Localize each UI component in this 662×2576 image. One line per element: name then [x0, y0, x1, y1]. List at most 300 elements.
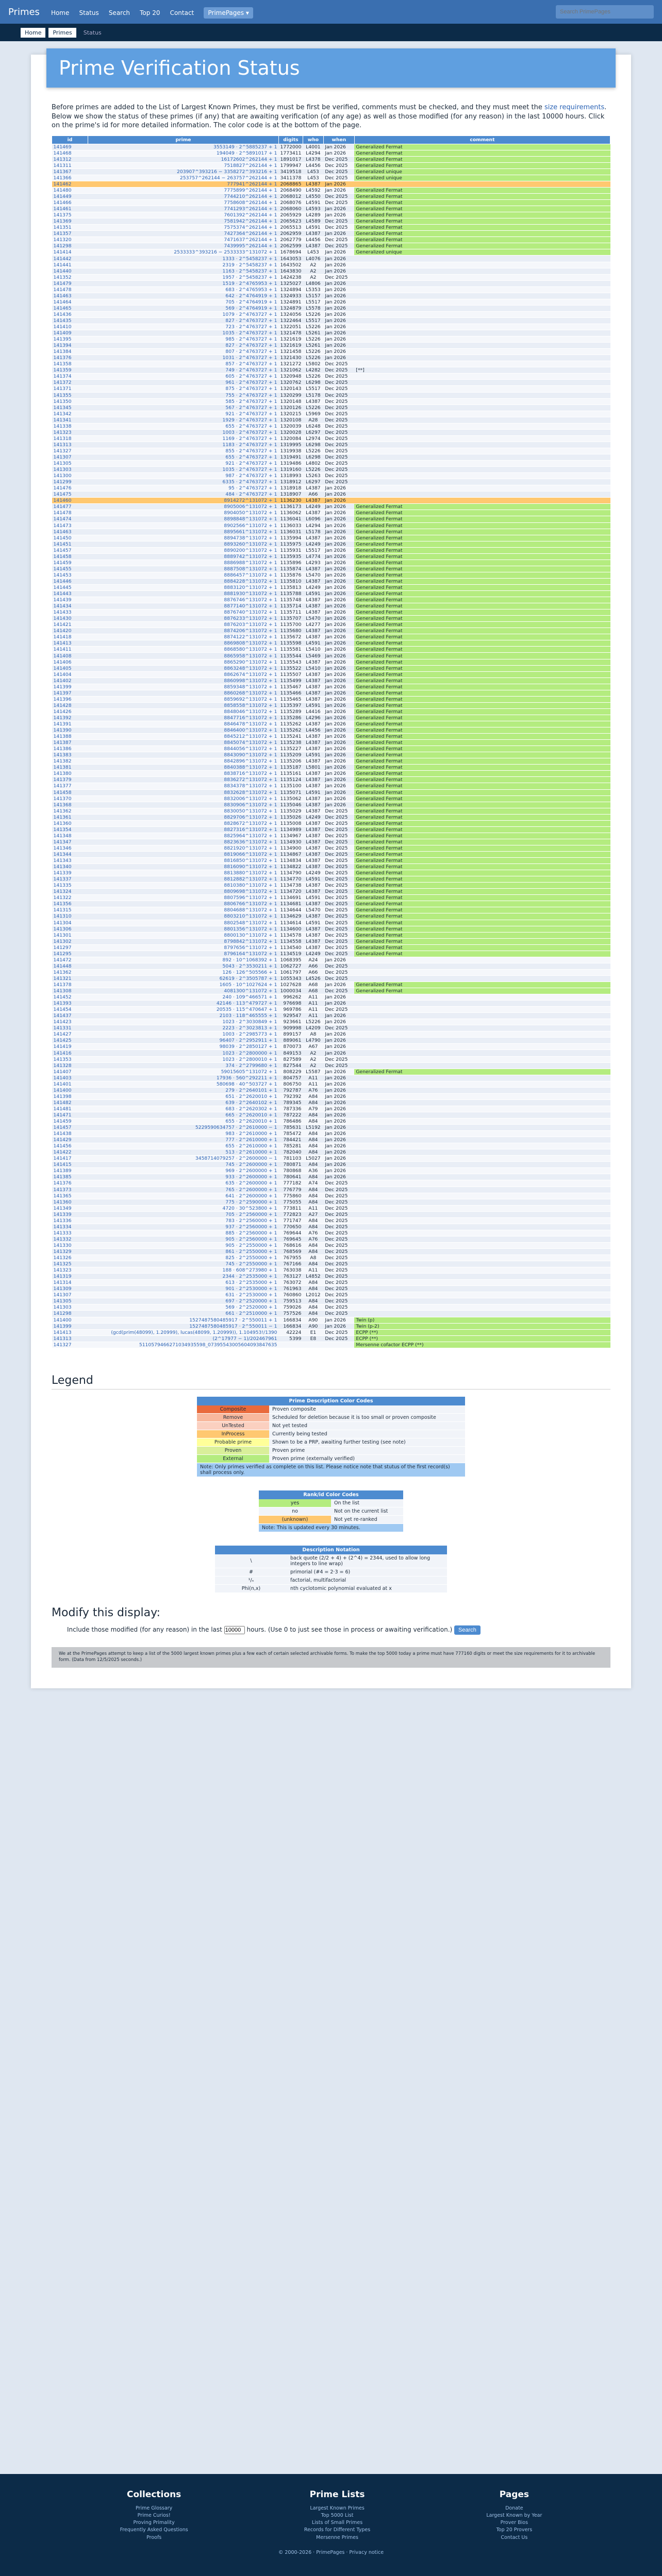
search-button[interactable]: Search [454, 1625, 481, 1635]
row-id-link[interactable]: 141464 [52, 299, 88, 305]
row-prime[interactable]: 3458714079257 · 2^2600000 − 1 [88, 1156, 279, 1162]
row-id-link[interactable]: 141337 [52, 876, 88, 883]
row-who[interactable]: L4387 [303, 243, 323, 249]
row-id-link[interactable]: 141389 [52, 1168, 88, 1174]
row-prime[interactable]: 188 · 608^273980 + 1 [88, 1267, 279, 1274]
row-prime[interactable]: 8830906^131072 + 1 [88, 802, 279, 808]
row-who[interactable]: L4456 [303, 727, 323, 734]
row-id-link[interactable]: 141327 [52, 1342, 88, 1348]
row-id-link[interactable]: 141387 [52, 740, 88, 746]
row-prime[interactable]: 8898848^131072 + 1 [88, 516, 279, 522]
row-who[interactable]: A84 [303, 1143, 323, 1149]
row-id-link[interactable]: 141334 [52, 1224, 88, 1230]
row-who[interactable]: A8 [303, 1031, 323, 1038]
row-who[interactable]: L5226 [303, 1019, 323, 1025]
row-id-link[interactable]: 141315 [52, 907, 88, 913]
row-who[interactable]: L5470 [303, 572, 323, 578]
nav-contact[interactable]: Contact [170, 9, 194, 16]
row-prime[interactable]: 8848046^131072 + 1 [88, 708, 279, 715]
row-who[interactable]: L4591 [303, 789, 323, 795]
hours-input[interactable] [224, 1626, 245, 1634]
row-id-link[interactable]: 141310 [52, 913, 88, 920]
row-prime[interactable]: 8812882^131072 + 1 [88, 876, 279, 883]
row-who[interactable]: L5353 [303, 286, 323, 293]
row-who[interactable]: A90 [303, 1323, 323, 1329]
footer-link[interactable]: Largest Known Primes [310, 2505, 365, 2511]
row-id-link[interactable]: 141312 [52, 156, 88, 162]
row-id-link[interactable]: 141375 [52, 212, 88, 218]
row-prime[interactable]: 8893260^131072 + 1 [88, 541, 279, 547]
row-id-link[interactable]: 141301 [52, 932, 88, 938]
row-who[interactable]: L4387 [303, 609, 323, 616]
row-id-link[interactable]: 141419 [52, 1044, 88, 1050]
row-id-link[interactable]: 141413 [52, 640, 88, 647]
row-prime[interactable]: 749 · 2^4763727 + 1 [88, 367, 279, 374]
row-prime[interactable]: 855 · 2^4763727 + 1 [88, 448, 279, 454]
row-prime[interactable]: 8886457^131072 + 1 [88, 572, 279, 578]
row-who[interactable]: L4456 [303, 237, 323, 243]
row-prime[interactable]: 655 · 2^4763727 + 1 [88, 423, 279, 429]
row-prime[interactable]: 253757^262144 − 263757^262144 + 1 [88, 175, 279, 181]
row-who[interactable]: A11 [303, 1267, 323, 1274]
row-prime[interactable]: 7601392^262144 + 1 [88, 212, 279, 218]
row-id-link[interactable]: 141471 [52, 1112, 88, 1118]
row-who[interactable]: L4526 [303, 975, 323, 981]
row-prime[interactable]: 2344 · 2^2535000 + 1 [88, 1274, 279, 1280]
row-id-link[interactable]: 141422 [52, 1149, 88, 1156]
row-who[interactable]: A2 [303, 1056, 323, 1062]
row-who[interactable]: L4249 [303, 584, 323, 590]
row-who[interactable]: L4387 [303, 628, 323, 634]
row-who[interactable]: L4591 [303, 640, 323, 647]
row-who[interactable]: L4387 [303, 938, 323, 944]
row-id-link[interactable]: 141353 [52, 1056, 88, 1062]
row-prime[interactable]: 8834378^131072 + 1 [88, 783, 279, 789]
row-id-link[interactable]: 141391 [52, 721, 88, 727]
row-id-link[interactable]: 141429 [52, 1137, 88, 1143]
row-id-link[interactable]: 141356 [52, 901, 88, 907]
row-prime[interactable]: 665 · 2^2620010 + 1 [88, 1112, 279, 1118]
row-who[interactable]: L4591 [303, 752, 323, 758]
row-id-link[interactable]: 141328 [52, 1062, 88, 1069]
row-prime[interactable]: 8865958^131072 + 1 [88, 653, 279, 659]
row-id-link[interactable]: 141417 [52, 1156, 88, 1162]
row-prime[interactable]: 203907^393216 − 3358272^393216 + 1 [88, 168, 279, 175]
row-id-link[interactable]: 141366 [52, 175, 88, 181]
row-prime[interactable]: 8876233^131072 + 1 [88, 616, 279, 622]
row-id-link[interactable]: 141474 [52, 516, 88, 522]
row-who[interactable]: L4387 [303, 721, 323, 727]
row-who[interactable]: L5517 [303, 317, 323, 324]
row-id-link[interactable]: 141440 [52, 268, 88, 274]
row-id-link[interactable]: 141414 [52, 249, 88, 256]
row-prime[interactable]: 1031 · 2^4763727 + 1 [88, 355, 279, 361]
row-who[interactable]: E1 [303, 1329, 323, 1335]
row-who[interactable]: A2 [303, 262, 323, 268]
row-prime[interactable]: 16172602^262144 + 1 [88, 156, 279, 162]
row-who[interactable]: L4387 [303, 926, 323, 932]
row-prime[interactable]: (gcd(prim(48099), 1.20999), lucas(48099, 1.20999)), 1.104953!/1390 [88, 1329, 279, 1335]
row-id-link[interactable]: 141311 [52, 162, 88, 168]
row-id-link[interactable]: 141446 [52, 578, 88, 584]
row-who[interactable]: L6298 [303, 442, 323, 448]
row-prime[interactable]: 1163 · 2^5458237 + 1 [88, 268, 279, 274]
row-who[interactable]: L4387 [303, 826, 323, 833]
row-id-link[interactable]: 141365 [52, 1193, 88, 1199]
row-prime[interactable]: 8859692^131072 + 1 [88, 696, 279, 702]
row-prime[interactable]: 8844056^131072 + 1 [88, 746, 279, 752]
row-who[interactable]: L4387 [303, 932, 323, 938]
row-prime[interactable]: 8807596^131072 + 1 [88, 895, 279, 901]
row-prime[interactable]: 8806766^131072 + 1 [88, 901, 279, 907]
footer-link[interactable]: Largest Known by Year [486, 2512, 542, 2518]
row-prime[interactable]: 8800130^131072 + 1 [88, 932, 279, 938]
row-who[interactable]: L2974 [303, 435, 323, 442]
row-id-link[interactable]: 141360 [52, 1199, 88, 1205]
row-who[interactable]: A76 [303, 1087, 323, 1093]
row-who[interactable]: L4387 [303, 771, 323, 777]
row-who[interactable]: A11 [303, 1081, 323, 1087]
row-prime[interactable]: 807 · 2^4763727 + 1 [88, 349, 279, 355]
row-prime[interactable]: 8859348^131072 + 1 [88, 684, 279, 690]
row-id-link[interactable]: 141382 [52, 758, 88, 765]
row-id-link[interactable]: 141410 [52, 324, 88, 330]
row-prime[interactable]: 885 · 2^2560000 + 1 [88, 1230, 279, 1236]
row-who[interactable]: L4249 [303, 541, 323, 547]
row-who[interactable]: A84 [303, 1118, 323, 1125]
row-who[interactable]: L4591 [303, 702, 323, 708]
row-prime[interactable]: 825 · 2^2550000 + 1 [88, 1255, 279, 1261]
row-id-link[interactable]: 141307 [52, 454, 88, 460]
row-who[interactable]: L5517 [303, 299, 323, 305]
row-prime[interactable]: 921 · 2^4763727 + 1 [88, 461, 279, 467]
row-id-link[interactable]: 141443 [52, 591, 88, 597]
row-who[interactable]: L4387 [303, 889, 323, 895]
row-prime[interactable]: 8819066^131072 + 1 [88, 851, 279, 857]
row-prime[interactable]: 8869808^131072 + 1 [88, 640, 279, 647]
row-who[interactable]: L4378 [303, 156, 323, 162]
row-who[interactable]: L4387 [303, 913, 323, 920]
row-id-link[interactable]: 141481 [52, 1106, 88, 1112]
row-who[interactable]: A84 [303, 1162, 323, 1168]
row-id-link[interactable]: 141482 [52, 1099, 88, 1106]
row-id-link[interactable]: 141348 [52, 833, 88, 839]
row-prime[interactable]: 8797656^131072 + 1 [88, 944, 279, 951]
row-who[interactable]: L5178 [303, 392, 323, 398]
row-prime[interactable]: 635 · 2^2600000 + 1 [88, 1180, 279, 1187]
footer-link[interactable]: Proving Primality [133, 2520, 175, 2526]
row-id-link[interactable]: 141341 [52, 417, 88, 423]
row-id-link[interactable]: 141421 [52, 622, 88, 628]
row-who[interactable]: L5801 [303, 765, 323, 771]
nav-status[interactable]: Status [79, 9, 99, 16]
footer-link[interactable]: Prime Glossary [136, 2505, 173, 2511]
row-id-link[interactable]: 141379 [52, 777, 88, 783]
row-id-link[interactable]: 141370 [52, 795, 88, 802]
row-prime[interactable]: 901 · 2^2530000 + 1 [88, 1286, 279, 1292]
row-id-link[interactable]: 141457 [52, 547, 88, 553]
row-who[interactable]: L4387 [303, 864, 323, 870]
row-id-link[interactable]: 141313 [52, 1335, 88, 1342]
row-who[interactable]: L6248 [303, 423, 323, 429]
row-prime[interactable]: 8874122^131072 + 1 [88, 634, 279, 640]
row-who[interactable]: A67 [303, 1044, 323, 1050]
row-prime[interactable]: 8877140^131072 + 1 [88, 603, 279, 609]
row-who[interactable]: L4282 [303, 367, 323, 374]
row-prime[interactable]: 7471637^262144 + 1 [88, 237, 279, 243]
row-id-link[interactable]: 141367 [52, 168, 88, 175]
row-who[interactable]: L5027 [303, 1156, 323, 1162]
row-who[interactable]: L4416 [303, 708, 323, 715]
row-id-link[interactable]: 141461 [52, 206, 88, 212]
row-id-link[interactable]: 141307 [52, 1292, 88, 1298]
row-id-link[interactable]: 141428 [52, 702, 88, 708]
row-id-link[interactable]: 141343 [52, 858, 88, 864]
row-prime[interactable]: 8860268^131072 + 1 [88, 690, 279, 696]
row-prime[interactable]: 1183 · 2^4763727 + 1 [88, 442, 279, 448]
row-id-link[interactable]: 141374 [52, 374, 88, 380]
row-id-link[interactable]: 141449 [52, 194, 88, 200]
row-who[interactable]: L5226 [303, 355, 323, 361]
row-who[interactable]: L6298 [303, 380, 323, 386]
row-id-link[interactable]: 141321 [52, 975, 88, 981]
row-who[interactable]: L5517 [303, 386, 323, 392]
row-prime[interactable]: 697 · 2^2520000 + 1 [88, 1298, 279, 1304]
row-prime[interactable]: 59015605^131072 + 1 [88, 1069, 279, 1075]
row-prime[interactable]: 8863248^131072 + 1 [88, 665, 279, 671]
row-id-link[interactable]: 141306 [52, 926, 88, 932]
row-id-link[interactable]: 141437 [52, 1013, 88, 1019]
row-prime[interactable]: 8828672^131072 + 1 [88, 820, 279, 826]
row-prime[interactable]: 755 · 2^4763727 + 1 [88, 392, 279, 398]
row-id-link[interactable]: 141413 [52, 1329, 88, 1335]
row-who[interactable]: L4774 [303, 553, 323, 560]
row-who[interactable]: L4387 [303, 181, 323, 187]
row-who[interactable]: L4550 [303, 194, 323, 200]
row-id-link[interactable]: 141472 [52, 957, 88, 963]
row-id-link[interactable]: 141475 [52, 492, 88, 498]
row-id-link[interactable]: 141303 [52, 1304, 88, 1311]
row-prime[interactable]: 8836272^131072 + 1 [88, 777, 279, 783]
row-id-link[interactable]: 141373 [52, 1187, 88, 1193]
row-id-link[interactable]: 141358 [52, 361, 88, 367]
row-prime[interactable]: 1527487580485917 · 2^550011 + 1 [88, 1317, 279, 1323]
row-who[interactable]: L5517 [303, 547, 323, 553]
row-prime[interactable]: 7775899^262144 + 1 [88, 187, 279, 193]
row-who[interactable]: L4294 [303, 150, 323, 156]
row-who[interactable]: L4387 [303, 833, 323, 839]
row-who[interactable]: L4387 [303, 740, 323, 746]
row-prime[interactable]: 279 · 2^2640101 + 1 [88, 1087, 279, 1093]
row-prime[interactable]: 783 · 2^2560000 + 1 [88, 1217, 279, 1224]
row-prime[interactable]: 1023 · 2^2800000 + 1 [88, 1050, 279, 1056]
row-who[interactable]: L4387 [303, 746, 323, 752]
footer-link[interactable]: Prover Bios [500, 2520, 528, 2526]
row-id-link[interactable]: 141456 [52, 1143, 88, 1149]
row-prime[interactable]: 567 · 2^4763727 + 1 [88, 404, 279, 411]
row-id-link[interactable]: 141299 [52, 479, 88, 485]
row-id-link[interactable]: 141452 [52, 994, 88, 1001]
row-prime[interactable]: 6335 · 2^4763727 + 1 [88, 479, 279, 485]
row-prime[interactable]: 7575374^262144 + 1 [88, 225, 279, 231]
row-prime[interactable]: 8865290^131072 + 1 [88, 659, 279, 665]
row-id-link[interactable]: 141408 [52, 653, 88, 659]
row-prime[interactable]: 705 · 2^2560000 + 1 [88, 1211, 279, 1217]
row-prime[interactable]: 8840388^131072 + 1 [88, 765, 279, 771]
row-prime[interactable]: 8876203^131072 + 1 [88, 622, 279, 628]
row-id-link[interactable]: 141378 [52, 981, 88, 988]
row-who[interactable]: A11 [303, 994, 323, 1001]
nav-home[interactable]: Home [51, 9, 70, 16]
row-id-link[interactable]: 141369 [52, 218, 88, 225]
row-who[interactable]: A28 [303, 417, 323, 423]
row-id-link[interactable]: 141329 [52, 1248, 88, 1255]
row-who[interactable]: L4001 [303, 144, 323, 150]
row-id-link[interactable]: 141454 [52, 1007, 88, 1013]
row-id-link[interactable]: 141362 [52, 808, 88, 814]
row-who[interactable]: L4387 [303, 510, 323, 516]
row-prime[interactable]: 8827316^131072 + 1 [88, 826, 279, 833]
row-prime[interactable]: 7741293^262144 + 1 [88, 206, 279, 212]
row-who[interactable]: A27 [303, 1211, 323, 1217]
row-who[interactable]: L4387 [303, 634, 323, 640]
row-prime[interactable]: 827 · 2^4763727 + 1 [88, 343, 279, 349]
row-prime[interactable]: 62619 · 2^3505787 + 1 [88, 975, 279, 981]
row-id-link[interactable]: 141330 [52, 1242, 88, 1248]
row-prime[interactable]: (2^17977 − 1)/202467961 [88, 1335, 279, 1342]
row-prime[interactable]: 484 · 2^4763727 + 1 [88, 492, 279, 498]
col-when[interactable]: when [323, 135, 354, 144]
row-id-link[interactable]: 141313 [52, 442, 88, 448]
row-id-link[interactable]: 141435 [52, 317, 88, 324]
row-id-link[interactable]: 141415 [52, 1162, 88, 1168]
row-prime[interactable]: 8832006^131072 + 1 [88, 795, 279, 802]
row-prime[interactable]: 8846400^131072 + 1 [88, 727, 279, 734]
row-who[interactable]: L4387 [303, 802, 323, 808]
row-prime[interactable]: 8876740^131072 + 1 [88, 609, 279, 616]
row-who[interactable]: L4209 [303, 1025, 323, 1031]
row-who[interactable]: L4387 [303, 498, 323, 504]
row-who[interactable]: L4790 [303, 1038, 323, 1044]
row-prime[interactable]: 1023 · 2^2800010 + 1 [88, 1056, 279, 1062]
row-id-link[interactable]: 141297 [52, 944, 88, 951]
row-who[interactable]: L5178 [303, 529, 323, 535]
row-who[interactable]: L5969 [303, 411, 323, 417]
row-id-link[interactable]: 141333 [52, 1230, 88, 1236]
footer-link[interactable]: Records for Different Types [304, 2527, 371, 2533]
row-who[interactable]: A68 [303, 981, 323, 988]
row-prime[interactable]: 8846478^131072 + 1 [88, 721, 279, 727]
row-prime[interactable]: 20535 · 115^470647 + 1 [88, 1007, 279, 1013]
row-who[interactable]: L4589 [303, 218, 323, 225]
row-prime[interactable]: 8838716^131072 + 1 [88, 771, 279, 777]
row-prime[interactable]: 641 · 2^2600000 + 1 [88, 1193, 279, 1199]
row-who[interactable]: A84 [303, 1187, 323, 1193]
footer-link[interactable]: Top 5000 List [321, 2512, 354, 2518]
row-id-link[interactable]: 141400 [52, 1317, 88, 1323]
row-who[interactable]: L6297 [303, 479, 323, 485]
row-id-link[interactable]: 141395 [52, 336, 88, 343]
row-who[interactable]: L5261 [303, 343, 323, 349]
col-id[interactable]: id [52, 135, 88, 144]
row-id-link[interactable]: 141468 [52, 150, 88, 156]
row-prime[interactable]: 95 · 2^4763727 + 1 [88, 485, 279, 492]
row-who[interactable]: A84 [303, 1137, 323, 1143]
row-id-link[interactable]: 141351 [52, 225, 88, 231]
row-who[interactable]: L4592 [303, 187, 323, 193]
row-id-link[interactable]: 141388 [52, 734, 88, 740]
row-who[interactable]: A2 [303, 1062, 323, 1069]
row-who[interactable]: L4387 [303, 398, 323, 404]
footer-link[interactable]: Frequently Asked Questions [120, 2527, 188, 2533]
row-prime[interactable]: 5110579466271034935598_07395543005604093847635 [88, 1342, 279, 1348]
row-prime[interactable]: 1333 · 2^5458237 + 1 [88, 256, 279, 262]
row-who[interactable]: L4387 [303, 734, 323, 740]
row-who[interactable]: A84 [303, 1199, 323, 1205]
row-who[interactable]: L4591 [303, 895, 323, 901]
row-prime[interactable]: 2223 · 2^3023813 + 1 [88, 1025, 279, 1031]
row-who[interactable]: A84 [303, 1298, 323, 1304]
row-who[interactable]: L5226 [303, 374, 323, 380]
col-who[interactable]: who [303, 135, 323, 144]
row-id-link[interactable]: 141336 [52, 1217, 88, 1224]
row-prime[interactable]: 7581942^262144 + 1 [88, 218, 279, 225]
row-id-link[interactable]: 141355 [52, 392, 88, 398]
row-who[interactable]: L4387 [303, 783, 323, 789]
row-id-link[interactable]: 141411 [52, 647, 88, 653]
row-prime[interactable]: 777 · 2^2610000 + 1 [88, 1137, 279, 1143]
row-id-link[interactable]: 141327 [52, 448, 88, 454]
row-prime[interactable]: 8810380^131072 + 1 [88, 883, 279, 889]
row-who[interactable]: A84 [303, 1261, 323, 1267]
row-who[interactable]: L4387 [303, 901, 323, 907]
row-id-link[interactable]: 141368 [52, 802, 88, 808]
row-prime[interactable]: 987 · 2^4763727 + 1 [88, 473, 279, 479]
row-prime[interactable]: 8825964^131072 + 1 [88, 833, 279, 839]
row-id-link[interactable]: 141304 [52, 920, 88, 926]
row-prime[interactable]: 8813880^131072 + 1 [88, 870, 279, 876]
row-who[interactable]: L4294 [303, 522, 323, 529]
row-id-link[interactable]: 141459 [52, 560, 88, 566]
row-prime[interactable]: 8860998^131072 + 1 [88, 677, 279, 684]
row-who[interactable]: L2012 [303, 1292, 323, 1298]
nav-top20[interactable]: Top 20 [140, 9, 160, 16]
row-id-link[interactable]: 141439 [52, 597, 88, 603]
row-id-link[interactable]: 141385 [52, 1174, 88, 1180]
row-who[interactable]: L6096 [303, 516, 323, 522]
row-prime[interactable]: 1957 · 2^5458237 + 1 [88, 274, 279, 280]
row-prime[interactable]: 8832628^131072 + 1 [88, 789, 279, 795]
footer-link[interactable]: Lists of Small Primes [311, 2520, 363, 2526]
row-who[interactable]: A2 [303, 1050, 323, 1056]
row-prime[interactable]: 8890200^131072 + 1 [88, 547, 279, 553]
row-id-link[interactable]: 141352 [52, 274, 88, 280]
row-prime[interactable]: 705 · 2^4764919 + 1 [88, 299, 279, 305]
row-id-link[interactable]: 141362 [52, 969, 88, 975]
row-prime[interactable]: 745 · 2^2550000 + 1 [88, 1261, 279, 1267]
row-who[interactable]: L4591 [303, 591, 323, 597]
row-id-link[interactable]: 141409 [52, 330, 88, 336]
row-who[interactable]: A66 [303, 969, 323, 975]
row-prime[interactable]: 1003 · 2^2985773 + 1 [88, 1031, 279, 1038]
row-prime[interactable]: 7439995^262144 + 1 [88, 243, 279, 249]
row-id-link[interactable]: 141390 [52, 727, 88, 734]
row-id-link[interactable]: 141479 [52, 280, 88, 286]
row-id-link[interactable]: 141465 [52, 305, 88, 311]
row-prime[interactable]: 8876746^131072 + 1 [88, 597, 279, 603]
footer-link[interactable]: Proofs [146, 2534, 162, 2540]
row-id-link[interactable]: 141469 [52, 144, 88, 150]
